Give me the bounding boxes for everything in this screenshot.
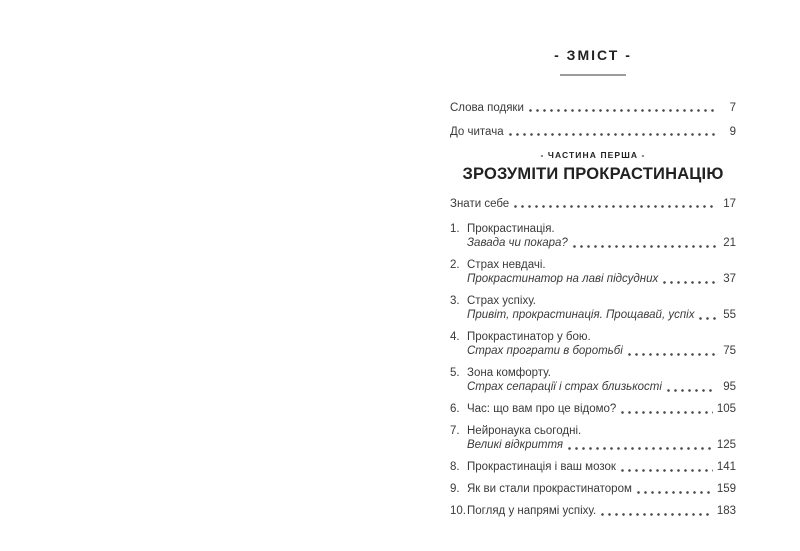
chapter-page-number: 159 <box>716 483 736 495</box>
chapter-title: Прокрастинатор у бою. <box>467 331 591 343</box>
chapter-number: 2. <box>450 259 460 271</box>
chapter-title: Час: що вам про це відомо? <box>467 403 617 415</box>
dot-leader <box>663 281 716 284</box>
part-kicker: - ЧАСТИНА ПЕРША - <box>540 150 646 160</box>
chapter-entry <box>450 258 736 286</box>
chapter-subtitle: Страх сепарації і страх близькості <box>467 381 662 393</box>
toc-entry-label: Знати себе <box>450 198 510 210</box>
toc-entry-page-number: 7 <box>729 102 736 114</box>
dot-leader <box>573 245 716 248</box>
chapter-page-number: 37 <box>723 273 736 285</box>
dot-leader <box>699 317 716 320</box>
toc-entry-label: Слова подяки <box>450 102 524 114</box>
chapter-entry <box>450 294 736 322</box>
toc-entry-page-number: 17 <box>723 198 736 210</box>
chapter-number: 9. <box>450 483 460 495</box>
chapter-number: 5. <box>450 367 460 379</box>
dot-leader <box>628 353 716 356</box>
chapter-subtitle: Страх програти в боротьбі <box>467 345 623 357</box>
part-header <box>450 150 736 183</box>
chapter-number: 6. <box>450 403 460 415</box>
dot-leader <box>529 109 716 112</box>
toc-entry-intro <box>450 198 736 210</box>
chapter-number: 4. <box>450 331 460 343</box>
toc-entry-front <box>450 102 736 114</box>
chapter-title: Як ви стали прокрастинатором <box>467 483 632 495</box>
chapter-subtitle: Привіт, прокрастинація. Прощавай, успіх <box>467 309 695 321</box>
front-matter-list <box>450 102 736 138</box>
chapter-number: 8. <box>450 461 460 473</box>
dot-leader <box>509 133 716 136</box>
chapter-title: Нейронаука сьогодні. <box>467 425 582 437</box>
dot-leader <box>621 411 712 414</box>
chapter-entry <box>450 402 736 416</box>
chapter-list <box>450 222 736 518</box>
title-divider <box>560 74 626 76</box>
chapter-page-number: 21 <box>723 237 736 249</box>
chapter-entry <box>450 424 736 452</box>
chapter-number: 10. <box>450 505 466 517</box>
chapter-entry <box>450 366 736 394</box>
chapter-page-number: 95 <box>723 381 736 393</box>
chapter-entry <box>450 504 736 518</box>
chapter-entry <box>450 330 736 358</box>
chapter-number: 3. <box>450 295 460 307</box>
table-of-contents <box>450 48 736 526</box>
chapter-title: Прокрастинація і ваш мозок <box>467 461 616 473</box>
dot-leader <box>514 205 716 208</box>
dot-leader <box>568 447 713 450</box>
chapter-entry <box>450 222 736 250</box>
part-title: ЗРОЗУМІТИ ПРОКРАСТИНАЦІЮ <box>462 165 724 183</box>
chapter-subtitle: Завада чи покара? <box>467 237 568 249</box>
dot-leader <box>667 389 716 392</box>
chapter-title: Прокрастинація. <box>467 223 555 235</box>
chapter-page-number: 141 <box>716 461 736 473</box>
toc-entry-label: До читача <box>450 126 504 138</box>
chapter-subtitle: Прокрастинатор на лаві підсудних <box>467 273 659 285</box>
chapter-title: Страх успіху. <box>467 295 537 307</box>
chapter-title: Страх невдачі. <box>467 259 546 271</box>
chapter-page-number: 55 <box>723 309 736 321</box>
chapter-entry <box>450 482 736 496</box>
chapter-subtitle: Великі відкриття <box>467 439 564 451</box>
dot-leader <box>601 513 713 516</box>
chapter-page-number: 75 <box>723 345 736 357</box>
chapter-title: Погляд у напрямі успіху. <box>467 505 597 517</box>
chapter-page-number: 183 <box>716 505 736 517</box>
chapter-entry <box>450 460 736 474</box>
toc-title: - ЗМІСТ - <box>554 47 632 63</box>
toc-entry-front <box>450 126 736 138</box>
chapter-title: Зона комфорту. <box>467 367 551 379</box>
toc-entry-page-number: 9 <box>729 126 736 138</box>
chapter-number: 1. <box>450 223 460 235</box>
dot-leader <box>637 491 713 494</box>
chapter-page-number: 105 <box>716 403 736 415</box>
chapter-number: 7. <box>450 425 460 437</box>
dot-leader <box>621 469 713 472</box>
chapter-page-number: 125 <box>716 439 736 451</box>
